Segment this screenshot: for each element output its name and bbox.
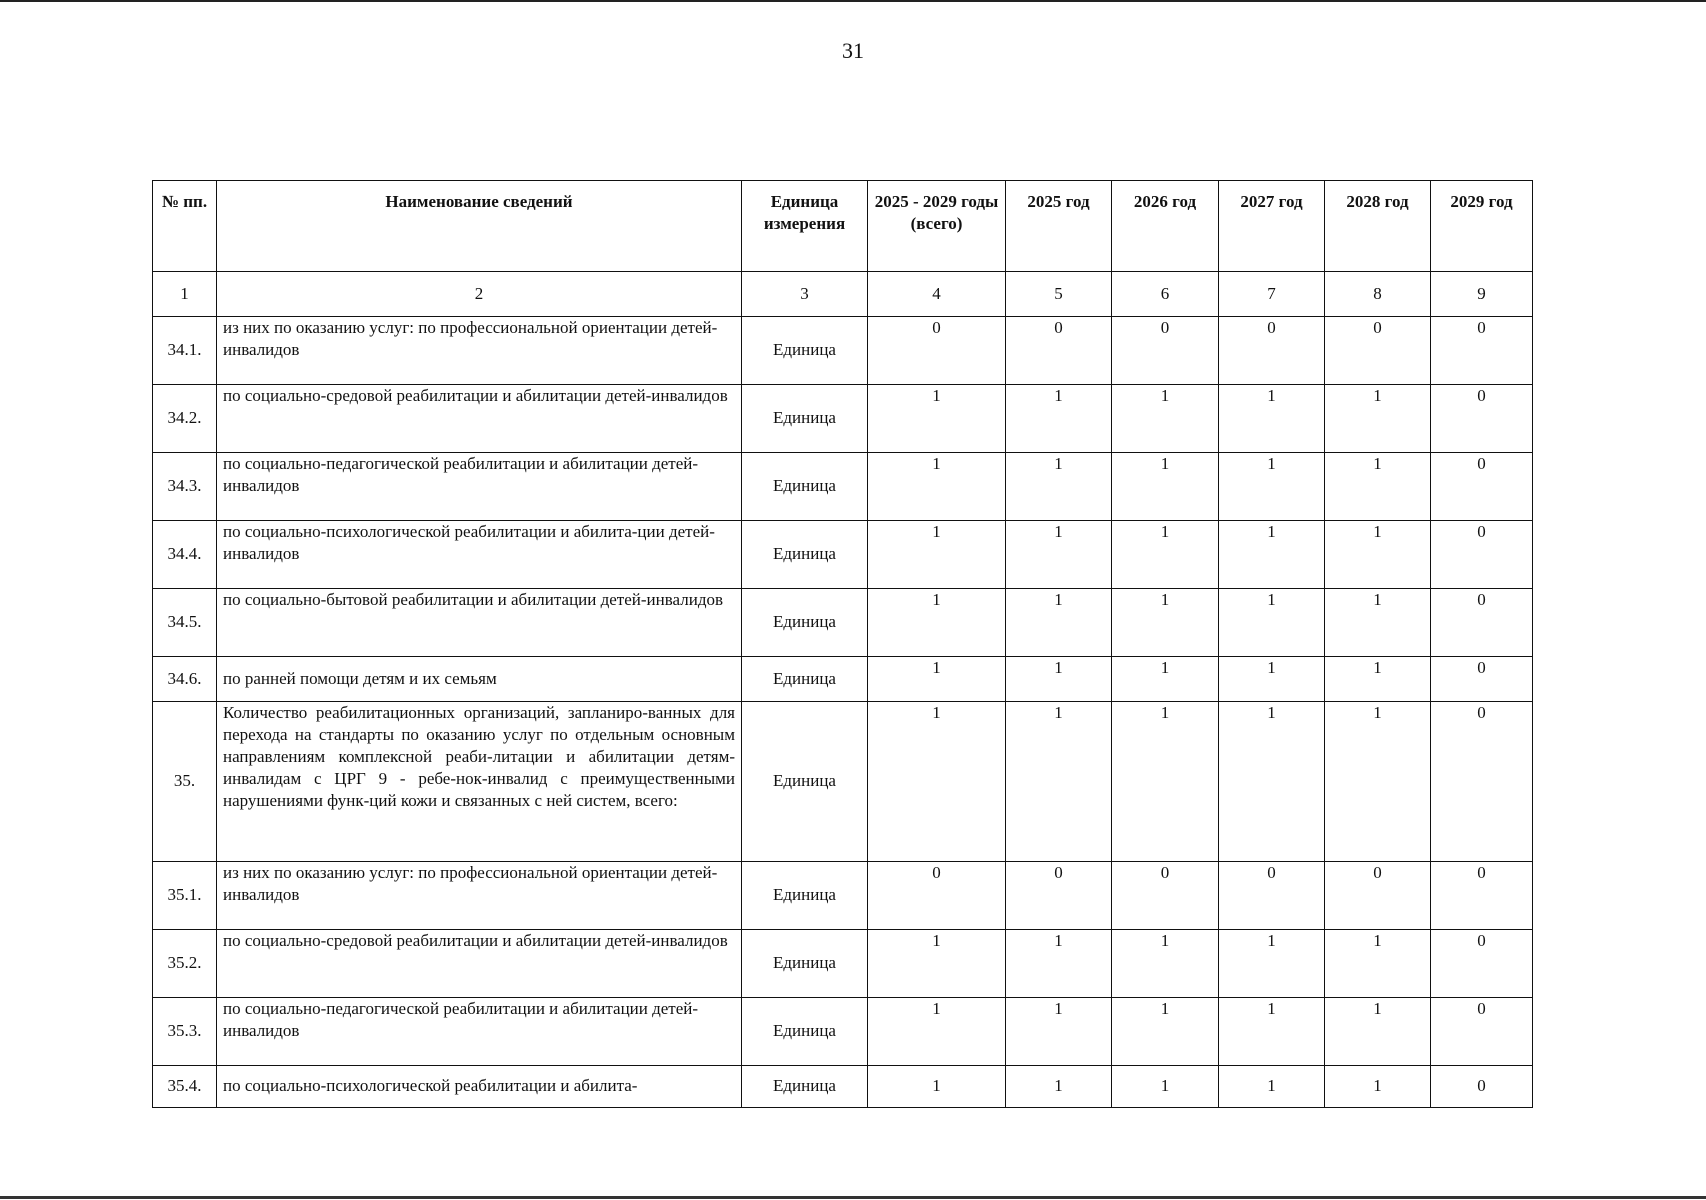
row-unit-cell: Единица	[742, 521, 868, 589]
row-unit-cell: Единица	[742, 1066, 868, 1108]
row-value-cell: 1	[1112, 1066, 1219, 1108]
row-unit-cell: Единица	[742, 589, 868, 657]
row-value-cell: 1	[1325, 1066, 1431, 1108]
table-row	[153, 385, 1533, 453]
column-number-cell: 5	[1006, 272, 1112, 317]
row-value-cell: 1	[1112, 657, 1219, 702]
row-name-cell: по социально-средовой реабилитации и абилитации детей-инвалидов	[217, 930, 742, 998]
row-name-cell: из них по оказанию услуг: по профессиональной ориентации детей-инвалидов	[217, 862, 742, 930]
row-value-cell: 1	[1006, 385, 1112, 453]
row-value-cell: 1	[1219, 453, 1325, 521]
page-number: 31	[842, 38, 864, 63]
header-cell: 2028 год	[1325, 181, 1431, 272]
row-number-cell: 34.3.	[153, 453, 217, 521]
column-number-cell: 7	[1219, 272, 1325, 317]
row-value-cell: 1	[1219, 930, 1325, 998]
row-value-cell: 1	[868, 702, 1006, 862]
row-value-cell: 1	[1112, 702, 1219, 862]
row-unit-cell: Единица	[742, 657, 868, 702]
row-number-cell: 34.2.	[153, 385, 217, 453]
column-number-cell: 9	[1431, 272, 1533, 317]
row-value-cell: 1	[868, 521, 1006, 589]
row-number-cell: 35.	[153, 702, 217, 862]
header-cell: 2025 - 2029 годы (всего)	[868, 181, 1006, 272]
row-name-cell: по социально-психологической реабилитации и абилита-ции детей-инвалидов	[217, 521, 742, 589]
row-name-cell: Количество реабилитационных организаций, запланиро-ванных для перехода на стандарты по оказанию услуг по отдельным основным направлениям комплексной реаби-литации и абилитации детям-инвалидам с ЦРГ 9 - ребе-нок-инвалид с преимущественными нарушениями функ-ций кожи и связанных с ней систем, всего:	[217, 702, 742, 862]
row-number-cell: 35.2.	[153, 930, 217, 998]
column-number-cell: 1	[153, 272, 217, 317]
table-row	[153, 998, 1533, 1066]
row-value-cell: 1	[1112, 589, 1219, 657]
row-unit-cell: Единица	[742, 930, 868, 998]
row-value-cell: 1	[1006, 702, 1112, 862]
row-name-cell: по социально-бытовой реабилитации и абилитации детей-инвалидов	[217, 589, 742, 657]
row-number-cell: 35.1.	[153, 862, 217, 930]
row-value-cell: 0	[1112, 317, 1219, 385]
row-value-cell: 0	[1431, 702, 1533, 862]
row-value-cell: 0	[1325, 317, 1431, 385]
row-value-cell: 1	[1325, 998, 1431, 1066]
row-value-cell: 1	[1112, 930, 1219, 998]
table-row	[153, 317, 1533, 385]
row-unit-cell: Единица	[742, 702, 868, 862]
row-name-cell: по социально-психологической реабилитации и абилита-	[217, 1066, 742, 1108]
row-value-cell: 1	[1219, 385, 1325, 453]
row-value-cell: 0	[1431, 317, 1533, 385]
header-cell: 2025 год	[1006, 181, 1112, 272]
row-name-cell: из них по оказанию услуг: по профессиональной ориентации детей-инвалидов	[217, 317, 742, 385]
table-row	[153, 930, 1533, 998]
row-value-cell: 0	[1431, 1066, 1533, 1108]
row-value-cell: 1	[1006, 589, 1112, 657]
header-cell: Наименование сведений	[217, 181, 742, 272]
scan-top-edge	[0, 0, 1706, 2]
row-value-cell: 0	[1219, 862, 1325, 930]
row-name-cell: по социально-педагогической реабилитации и абилитации детей-инвалидов	[217, 453, 742, 521]
row-value-cell: 0	[1112, 862, 1219, 930]
column-number-cell: 2	[217, 272, 742, 317]
row-value-cell: 1	[1325, 657, 1431, 702]
table-row	[153, 589, 1533, 657]
row-number-cell: 35.3.	[153, 998, 217, 1066]
row-value-cell: 1	[1219, 702, 1325, 862]
row-value-cell: 1	[1325, 589, 1431, 657]
table-row	[153, 862, 1533, 930]
row-value-cell: 1	[868, 589, 1006, 657]
row-value-cell: 1	[1112, 521, 1219, 589]
row-value-cell: 0	[1431, 385, 1533, 453]
row-unit-cell: Единица	[742, 998, 868, 1066]
row-value-cell: 1	[868, 657, 1006, 702]
row-value-cell: 1	[1219, 589, 1325, 657]
column-number-row	[153, 272, 1533, 317]
row-number-cell: 34.6.	[153, 657, 217, 702]
row-value-cell: 1	[1325, 702, 1431, 862]
header-cell: № пп.	[153, 181, 217, 272]
row-value-cell: 1	[1219, 1066, 1325, 1108]
row-value-cell: 0	[1006, 317, 1112, 385]
row-value-cell: 0	[868, 862, 1006, 930]
row-value-cell: 1	[1219, 998, 1325, 1066]
row-unit-cell: Единица	[742, 862, 868, 930]
table-row	[153, 657, 1533, 702]
row-value-cell: 1	[868, 453, 1006, 521]
row-value-cell: 0	[1006, 862, 1112, 930]
row-value-cell: 1	[1219, 521, 1325, 589]
row-value-cell: 1	[868, 385, 1006, 453]
row-value-cell: 1	[1006, 1066, 1112, 1108]
column-number-cell: 4	[868, 272, 1006, 317]
row-value-cell: 1	[1325, 385, 1431, 453]
row-value-cell: 1	[1325, 521, 1431, 589]
row-unit-cell: Единица	[742, 317, 868, 385]
row-value-cell: 0	[1431, 862, 1533, 930]
header-cell: 2029 год	[1431, 181, 1533, 272]
row-name-cell: по ранней помощи детям и их семьям	[217, 657, 742, 702]
row-value-cell: 1	[868, 1066, 1006, 1108]
column-number-cell: 3	[742, 272, 868, 317]
data-table	[152, 180, 1533, 1108]
row-unit-cell: Единица	[742, 385, 868, 453]
row-value-cell: 1	[1112, 385, 1219, 453]
row-value-cell: 1	[1006, 657, 1112, 702]
row-number-cell: 34.5.	[153, 589, 217, 657]
table-row	[153, 1066, 1533, 1108]
column-number-cell: 6	[1112, 272, 1219, 317]
row-unit-cell: Единица	[742, 453, 868, 521]
row-value-cell: 1	[1006, 930, 1112, 998]
row-value-cell: 0	[868, 317, 1006, 385]
row-value-cell: 1	[1006, 453, 1112, 521]
row-value-cell: 1	[1112, 998, 1219, 1066]
row-value-cell: 0	[1431, 657, 1533, 702]
scan-bottom-edge	[0, 1196, 1706, 1199]
row-value-cell: 0	[1431, 930, 1533, 998]
row-value-cell: 1	[1006, 521, 1112, 589]
row-number-cell: 34.4.	[153, 521, 217, 589]
column-number-cell: 8	[1325, 272, 1431, 317]
row-value-cell: 0	[1431, 453, 1533, 521]
row-value-cell: 1	[1219, 657, 1325, 702]
header-cell: 2026 год	[1112, 181, 1219, 272]
row-value-cell: 0	[1325, 862, 1431, 930]
row-value-cell: 0	[1219, 317, 1325, 385]
row-number-cell: 35.4.	[153, 1066, 217, 1108]
header-cell: 2027 год	[1219, 181, 1325, 272]
row-value-cell: 0	[1431, 589, 1533, 657]
row-name-cell: по социально-педагогической реабилитации и абилитации детей-инвалидов	[217, 998, 742, 1066]
row-value-cell: 1	[1006, 998, 1112, 1066]
row-value-cell: 1	[868, 998, 1006, 1066]
header-cell: Единица измерения	[742, 181, 868, 272]
row-number-cell: 34.1.	[153, 317, 217, 385]
row-value-cell: 0	[1431, 998, 1533, 1066]
row-value-cell: 0	[1431, 521, 1533, 589]
row-value-cell: 1	[1325, 453, 1431, 521]
row-name-cell: по социально-средовой реабилитации и абилитации детей-инвалидов	[217, 385, 742, 453]
table-row	[153, 453, 1533, 521]
table-row	[153, 521, 1533, 589]
row-value-cell: 1	[868, 930, 1006, 998]
row-value-cell: 1	[1325, 930, 1431, 998]
row-value-cell: 1	[1112, 453, 1219, 521]
table-row	[153, 702, 1533, 862]
header-row	[153, 181, 1533, 272]
